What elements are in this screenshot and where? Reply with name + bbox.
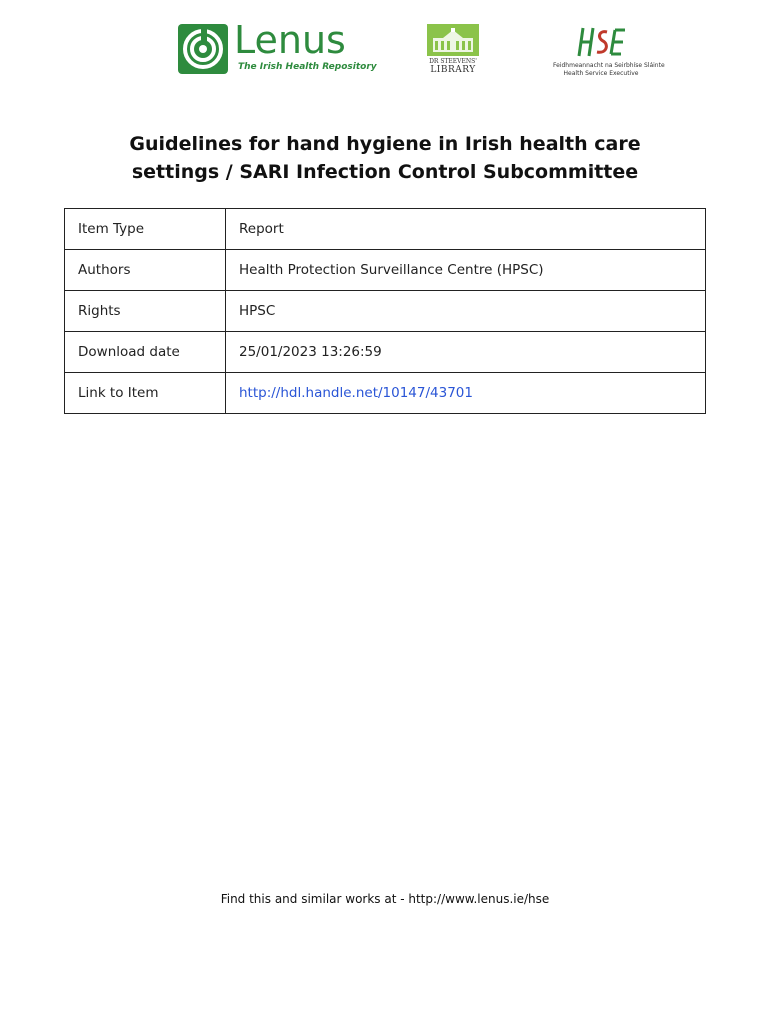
link-to-item-label: Link to Item [65, 373, 226, 414]
link-to-item-cell [226, 373, 706, 414]
steevens-library-text: LIBRARY [430, 65, 476, 75]
footer-note: Find this and similar works at - http://www.lenus.ie/hse [220, 892, 550, 906]
item-type-label: Item Type [65, 209, 226, 250]
rights-label: Rights [65, 291, 226, 332]
lenus-spiral-icon [178, 24, 228, 74]
download-date-value: 25/01/2023 13:26:59 [226, 332, 706, 373]
lenus-logo [178, 18, 377, 78]
hse-irish-text: Feidhmeannacht na Seirbhíse Sláinte [553, 62, 665, 69]
table-row [65, 291, 706, 332]
table-row [65, 332, 706, 373]
hse-english-text: Health Service Executive [563, 70, 639, 77]
item-handle-link[interactable]: http://hdl.handle.net/10147/43701 [239, 385, 473, 401]
table-row [65, 250, 706, 291]
hse-mark-icon [553, 24, 649, 60]
lenus-tagline: The Irish Health Repository [238, 62, 377, 72]
steevens-name-text: DR STEEVENS' [429, 58, 477, 65]
table-row [65, 209, 706, 250]
hse-logo [553, 24, 665, 84]
metadata-table [64, 208, 706, 414]
authors-label: Authors [65, 250, 226, 291]
logo-bar [0, 18, 770, 88]
rights-value: HPSC [226, 291, 706, 332]
library-building-icon [425, 24, 481, 58]
item-type-value: Report [226, 209, 706, 250]
steevens-library-logo [425, 24, 481, 80]
download-date-label: Download date [65, 332, 226, 373]
authors-value: Health Protection Surveillance Centre (HPSC) [226, 250, 706, 291]
lenus-wordmark: Lenus [234, 18, 346, 62]
document-title: Guidelines for hand hygiene in Irish health care settings / SARI Infection Control Subcommittee [129, 133, 641, 183]
table-row [65, 373, 706, 414]
